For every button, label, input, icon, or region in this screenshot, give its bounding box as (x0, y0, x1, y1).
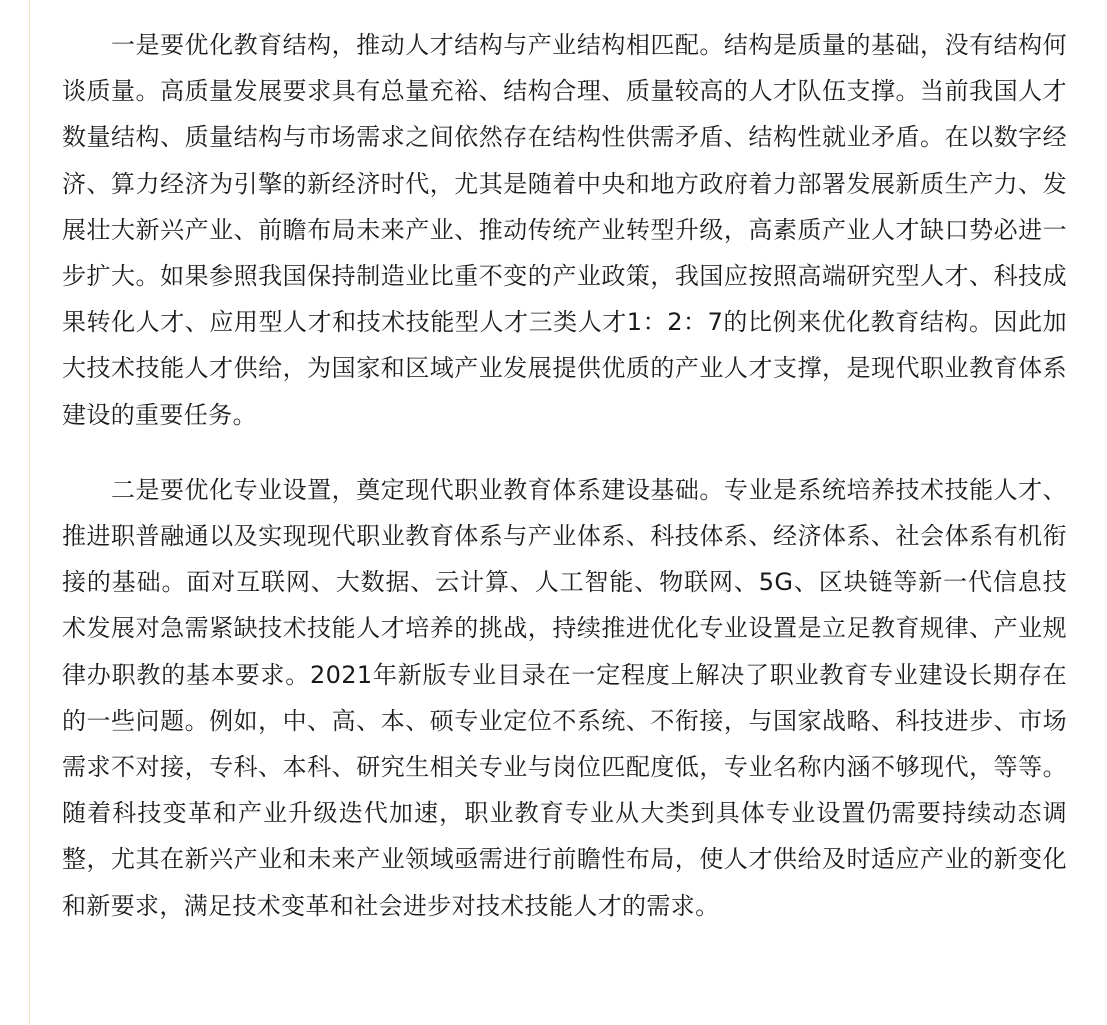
left-border-line (29, 0, 30, 1025)
paragraph-optimize-education-structure: 一是要优化教育结构，推动人才结构与产业结构相匹配。结构是质量的基础，没有结构何谈质量。高质量发展要求具有总量充裕、结构合理、质量较高的人才队伍支撑。当前我国人才数量结构、质量结构与市场需求之间依然存在结构性供需矛盾、结构性就业矛盾。在以数字经济、算力经济为引擎的新经济时代，尤其是随着中央和地方政府着力部署发展新质生产力、发展壮大新兴产业、前瞻布局未来产业、推动传统产业转型升级，高素质产业人才缺口势必进一步扩大。如果参照我国保持制造业比重不变的产业政策，我国应按照高端研究型人才、科技成果转化人才、应用型人才和技术技能型人才三类人才1：2：7的比例来优化教育结构。因此加大技术技能人才供给，为国家和区域产业发展提供优质的产业人才支撑，是现代职业教育体系建设的重要任务。 (62, 31, 1067, 429)
article-body (62, 22, 1067, 929)
paragraph-optimize-major-setting: 二是要优化专业设置，奠定现代职业教育体系建设基础。专业是系统培养技术技能人才、推进职普融通以及实现现代职业教育体系与产业体系、科技体系、经济体系、社会体系有机衔接的基础。面对互联网、大数据、云计算、人工智能、物联网、5G、区块链等新一代信息技术发展对急需紧缺技术技能人才培养的挑战，持续推进优化专业设置是立足教育规律、产业规律办职教的基本要求。2021年新版专业目录在一定程度上解决了职业教育专业建设长期存在的一些问题。例如，中、高、本、硕专业定位不系统、不衔接，与国家战略、科技进步、市场需求不对接，专科、本科、研究生相关专业与岗位匹配度低，专业名称内涵不够现代，等等。随着科技变革和产业升级迭代加速，职业教育专业从大类到具体专业设置仍需要持续动态调整，尤其在新兴产业和未来产业领域亟需进行前瞻性布局，使人才供给及时适应产业的新变化和新要求，满足技术变革和社会进步对技术技能人才的需求。 (62, 475, 1067, 920)
